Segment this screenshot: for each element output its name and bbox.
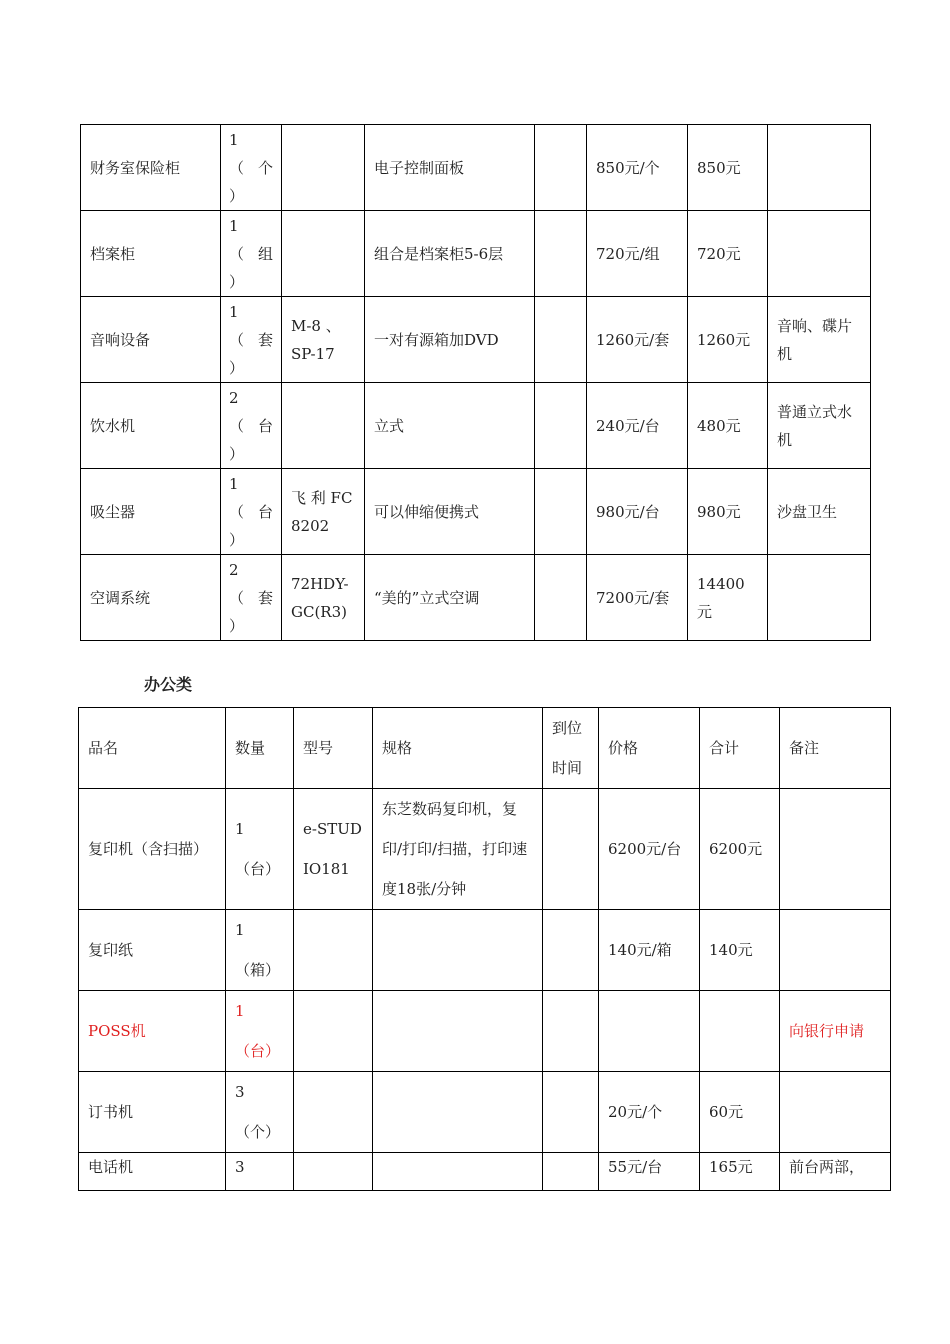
qty-number: 1: [229, 130, 239, 149]
item-spec: [373, 1153, 543, 1191]
item-price: 720元/组: [587, 211, 688, 297]
item-total: [700, 991, 780, 1072]
item-total: 6200元: [700, 789, 780, 910]
item-name: 空调系统: [81, 555, 221, 641]
item-time: [535, 297, 587, 383]
qty-number: 2: [229, 388, 239, 407]
item-spec: “美的”立式空调: [365, 555, 535, 641]
item-qty: [226, 910, 294, 991]
qty-unit: 个: [257, 158, 273, 177]
header-qty: 数量: [226, 708, 294, 789]
item-time: [535, 125, 587, 211]
qty-close: ）: [229, 530, 245, 549]
item-spec: 东芝数码复印机，复印/打印/扫描，打印速度18张/分钟: [373, 789, 543, 910]
item-price: 1260元/套: [587, 297, 688, 383]
item-spec: [373, 910, 543, 991]
qty-unit: （箱）: [235, 961, 281, 979]
item-spec: 立式: [365, 383, 535, 469]
header-note: 备注: [780, 708, 891, 789]
qty-close: ）: [229, 616, 245, 635]
item-note: [780, 910, 891, 991]
item-qty: [221, 555, 282, 641]
qty-number: 1: [229, 302, 239, 321]
qty-unit-line: （台: [229, 416, 273, 435]
item-model: [294, 1072, 373, 1153]
item-qty: [226, 789, 294, 910]
item-note: [780, 789, 891, 910]
item-note: 普通立式水机: [768, 383, 871, 469]
header-total: 合计: [700, 708, 780, 789]
item-note: [768, 125, 871, 211]
item-total: 14400元: [688, 555, 768, 641]
header-name: 品名: [79, 708, 226, 789]
header-price: 价格: [599, 708, 700, 789]
item-total: 850元: [688, 125, 768, 211]
item-note: 前台两部，: [780, 1153, 891, 1191]
item-spec: [373, 1072, 543, 1153]
qty-number: 1: [229, 474, 239, 493]
item-price: 55元/台: [599, 1153, 700, 1191]
header-spec: 规格: [373, 708, 543, 789]
qty-unit: 台: [257, 502, 273, 521]
item-qty: [221, 211, 282, 297]
qty-number: 2: [229, 560, 239, 579]
qty-unit: 套: [257, 330, 273, 349]
qty-unit-line: （套: [229, 330, 273, 349]
item-time: [535, 555, 587, 641]
item-spec: 组合是档案柜5-6层: [365, 211, 535, 297]
item-price: 850元/个: [587, 125, 688, 211]
item-model: 72HDY-GC(R3): [282, 555, 365, 641]
item-price: 980元/台: [587, 469, 688, 555]
item-name: 复印机（含扫描）: [79, 789, 226, 910]
qty-number: 1: [235, 820, 245, 838]
item-time: [543, 1153, 599, 1191]
item-model: [282, 383, 365, 469]
item-time: [543, 1072, 599, 1153]
qty-unit-line: （套: [229, 588, 273, 607]
qty-unit: （台）: [235, 860, 281, 878]
table-row: [79, 910, 891, 991]
item-spec: 一对有源箱加DVD: [365, 297, 535, 383]
qty-close: ）: [229, 272, 245, 291]
equipment-table: [80, 124, 871, 641]
item-name: 财务室保险柜: [81, 125, 221, 211]
qty-close: ）: [229, 358, 245, 377]
qty-unit: 组: [257, 244, 273, 263]
item-time: [543, 910, 599, 991]
table-header-row: [79, 708, 891, 789]
table-row: [81, 297, 871, 383]
item-total: 480元: [688, 383, 768, 469]
section-title: 办公类: [144, 675, 193, 694]
item-model: e-STUDIO181: [294, 789, 373, 910]
qty-unit-line: （组: [229, 244, 273, 263]
item-qty: [221, 383, 282, 469]
item-time: [535, 211, 587, 297]
item-qty: [226, 1072, 294, 1153]
qty-number: 3: [235, 1083, 245, 1101]
item-price: [599, 991, 700, 1072]
item-time: [535, 383, 587, 469]
qty-number: 1: [235, 1002, 245, 1020]
table-row: [81, 555, 871, 641]
table-row: [79, 1153, 891, 1191]
item-model: M-8 、 SP-17: [282, 297, 365, 383]
qty-number: 1: [235, 921, 245, 939]
item-total: 60元: [700, 1072, 780, 1153]
office-table: [78, 707, 891, 1191]
item-model: [294, 910, 373, 991]
item-total: 720元: [688, 211, 768, 297]
item-qty: [221, 125, 282, 211]
qty-close: ）: [229, 444, 245, 463]
item-qty: [221, 297, 282, 383]
table-row: [81, 383, 871, 469]
qty-unit: （台）: [235, 1042, 281, 1060]
qty-close: ）: [229, 186, 245, 205]
table-row: [81, 211, 871, 297]
item-name: 订书机: [79, 1072, 226, 1153]
item-qty: [226, 991, 294, 1072]
item-name: 复印纸: [79, 910, 226, 991]
item-name: 电话机: [79, 1153, 226, 1191]
item-price: 6200元/台: [599, 789, 700, 910]
item-note: [780, 1072, 891, 1153]
item-time: [535, 469, 587, 555]
item-model: [282, 125, 365, 211]
item-spec: 电子控制面板: [365, 125, 535, 211]
item-time: [543, 789, 599, 910]
item-note: [768, 555, 871, 641]
item-spec: 可以伸缩便携式: [365, 469, 535, 555]
item-spec: [373, 991, 543, 1072]
item-note: 向银行申请: [780, 991, 891, 1072]
item-price: 20元/个: [599, 1072, 700, 1153]
item-qty: [226, 1153, 294, 1191]
qty-unit: 台: [257, 416, 273, 435]
item-model: [294, 991, 373, 1072]
qty-unit-line: （个: [229, 158, 273, 177]
item-note: 沙盘卫生: [768, 469, 871, 555]
item-note: [768, 211, 871, 297]
item-model: [294, 1153, 373, 1191]
qty-number: 1: [229, 216, 239, 235]
item-time: [543, 991, 599, 1072]
item-qty: [221, 469, 282, 555]
item-name: 吸尘器: [81, 469, 221, 555]
header-time: 到位时间: [543, 708, 599, 789]
table-row: [79, 789, 891, 910]
item-total: 165元: [700, 1153, 780, 1191]
item-model: [282, 211, 365, 297]
item-total: 1260元: [688, 297, 768, 383]
item-name: 饮水机: [81, 383, 221, 469]
header-model: 型号: [294, 708, 373, 789]
table-row: [81, 125, 871, 211]
item-price: 240元/台: [587, 383, 688, 469]
qty-number: 3: [235, 1158, 245, 1176]
item-price: 140元/箱: [599, 910, 700, 991]
table-row: [79, 991, 891, 1072]
item-total: 140元: [700, 910, 780, 991]
table-row: [81, 469, 871, 555]
item-note: 音响、碟片机: [768, 297, 871, 383]
item-name: 档案柜: [81, 211, 221, 297]
qty-unit-line: （台: [229, 502, 273, 521]
qty-unit: 套: [257, 588, 273, 607]
item-name: 音响设备: [81, 297, 221, 383]
item-price: 7200元/套: [587, 555, 688, 641]
item-model: 飞 利 FC8202: [282, 469, 365, 555]
item-total: 980元: [688, 469, 768, 555]
item-name: POSS机: [79, 991, 226, 1072]
qty-unit: （个）: [235, 1123, 281, 1141]
table-row: [79, 1072, 891, 1153]
